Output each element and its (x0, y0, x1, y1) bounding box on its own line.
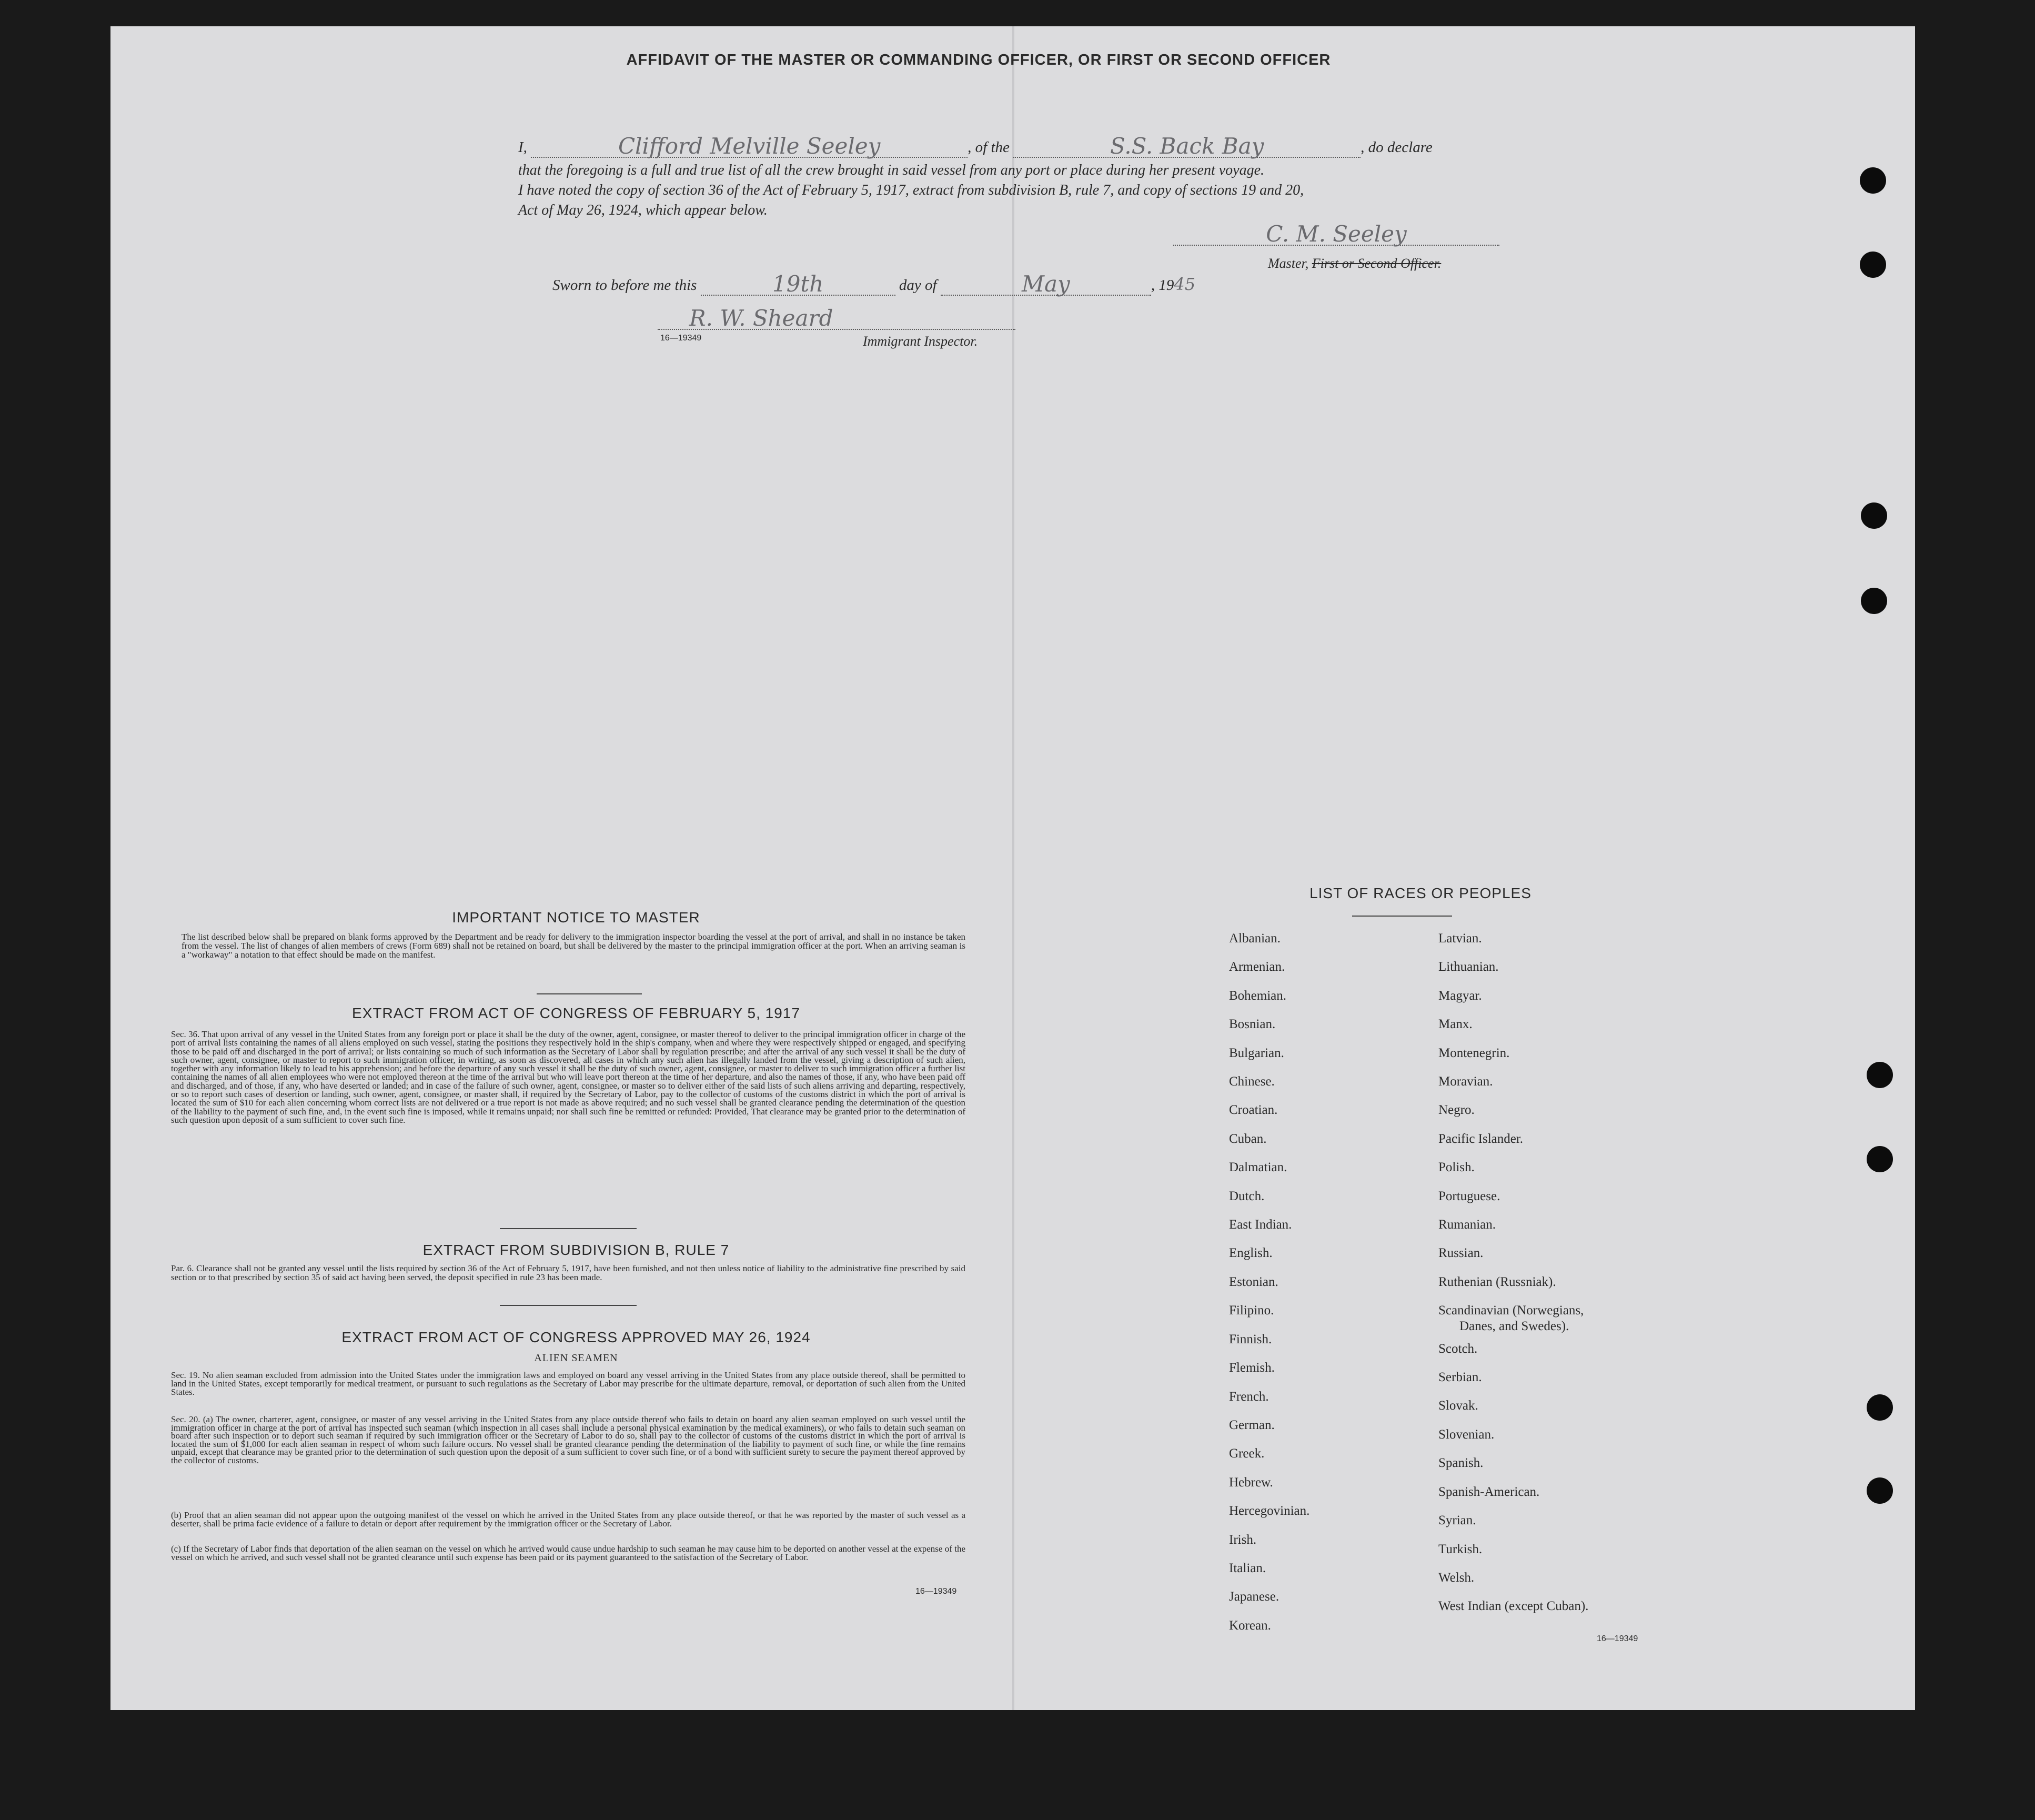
sworn-mid: day of (899, 277, 937, 294)
race-item: Cuban. (1229, 1131, 1267, 1146)
affidavit-mid: , of the (968, 139, 1010, 156)
race-item: Italian. (1229, 1561, 1266, 1575)
extract-1924-sec20a: Sec. 20. (a) The owner, charterer, agent, consignee, or master of any vessel arriving in the United States from any place outside thereof who fails to detain on board any alien seaman employed on such vessel until the immigration officer in charge at the port of arrival has inspected such seaman (which inspection in all cases shall include a personal physical examination by the medical examiners), or who fails to detain such seaman on board after such inspection or to deport such seaman if required by such immigration officer or the Secretary of Labor to do so, shall pay to the collector of customs of the customs district in which the port of arrival is located the sum of $1,000 for each alien seaman in respect of whom such failure occurs. No vessel shall be granted clearance pending the determination of the liability to payment of such fine, or while the fine remains unpaid, except that clearance may be granted prior to the determination of such question upon the deposit of a sum sufficient to cover such fine, or of a bond with sufficient surety to secure the payment thereof approved by the collector of customs. (171, 1414, 965, 1465)
race-item: Lithuanian. (1438, 960, 1499, 974)
race-item: Bulgarian. (1229, 1045, 1284, 1060)
punch-hole (1867, 1477, 1893, 1504)
race-item: Filipino. (1229, 1303, 1274, 1318)
race-item: French. (1229, 1389, 1269, 1404)
race-item: Syrian. (1438, 1513, 1476, 1528)
race-item: Greek. (1229, 1446, 1265, 1461)
punch-hole (1861, 588, 1887, 614)
race-item: German. (1229, 1417, 1275, 1432)
punch-hole (1861, 502, 1887, 529)
punch-hole (1860, 167, 1886, 194)
race-item: Slovak. (1438, 1399, 1478, 1413)
race-item: Bohemian. (1229, 988, 1287, 1003)
race-item: Chinese. (1229, 1074, 1275, 1089)
signature-caption-officer: First or Second Officer. (1312, 256, 1442, 271)
notice-title: IMPORTANT NOTICE TO MASTER (452, 909, 700, 926)
sworn-prefix: Sworn to before me this (552, 277, 697, 294)
extract-1917-text: Sec. 36. That upon arrival of any vessel in the United States from any foreign port or place it shall be the duty of the owner, agent, consignee, or master thereof to deliver to the principal immigration officer in charge of the port of arrival lists containing the names of all aliens employed on such vessel, stating the positions they respectively hold in the ship's company, when and where they were respectively shipped or engaged, and specifying those to be paid off and discharged in the port of arrival; or lists containing so much of such information as the Secretary of Labor shall by regulation prescribe; and after the arrival of any such vessel it shall be the duty of such owner, agent, consignee, or master to report to such immigration officer, in writing, as soon as discovered, all cases in which any such alien has illegally landed from the vessel, giving a description of such alien, together with any information likely to lead to his apprehension; and before the departure of any such vessel it shall be the duty of such owner, agent, consignee, or master to deliver to such immigration officer a further list containing the names of all alien employees who were not employed thereon at the time of the arrival but who will leave port thereon at the time of her departure, and also the names of those, if any, who have been paid off and discharged, and of those, if any, who have deserted or landed; and in case of the failure of such owner, agent, consignee, or master so to deliver either of the said lists of such aliens arriving and departing, respectively, or so to report such cases of desertion or landing, such owner, agent, consignee, or master shall, if required by the Secretary of Labor, pay to the collector of customs of the customs district in which the port of arrival is located the sum of $10 for each alien concerning whom correct lists are not delivered or a true report is not made as above required; and no such vessel shall be granted clearance pending the determination of the question of the liability to the payment of such fine, and, in the event such fine is imposed, while it remains unpaid; nor shall such fine be remitted or refunded: Provided, That clearance may be granted prior to the determination of such question upon deposit of a sum sufficient to cover such fine. (171, 1029, 965, 1125)
race-item: Rumanian. (1438, 1218, 1496, 1232)
signature-caption-master: Master, (1268, 256, 1309, 271)
punch-hole (1860, 252, 1886, 278)
affidavit-prefix: I, (518, 139, 527, 156)
signature-caption (1268, 256, 1441, 272)
race-item: Finnish. (1229, 1332, 1272, 1346)
extract-1924-form-number: 16—19349 (915, 1587, 957, 1596)
race-item: Magyar. (1438, 988, 1482, 1003)
inspector-caption: Immigrant Inspector. (863, 334, 978, 349)
race-item: Russian. (1438, 1246, 1484, 1261)
master-signature-line (1173, 221, 1499, 247)
extract-1917-title: EXTRACT FROM ACT OF CONGRESS OF FEBRUARY 5, 1917 (352, 1005, 800, 1021)
race-item: Ruthenian (Russniak). (1438, 1274, 1556, 1289)
race-item: Croatian. (1229, 1103, 1278, 1118)
races-right-column (1438, 924, 1588, 1621)
race-item: Dalmatian. (1229, 1160, 1287, 1175)
affidavit-form-number: 16—19349 (660, 334, 702, 343)
subdivision-b-title: EXTRACT FROM SUBDIVISION B, RULE 7 (422, 1242, 730, 1258)
notice-text: The list described below shall be prepared on blank forms approved by the Department and be ready for delivery to the immigration inspector boarding the vessel at the port of arrival, and shall in no instance be taken from the vessel. The list of changes of alien members of crews (Form 689) shall not be retained on board, but shall be delivered by the master to the principal immigration officer at the port. When an arriving seaman is a "workaway" a notation to that effect should be made on the manifest. (182, 932, 965, 960)
affidavit-line-3: I have noted the copy of section 36 of the Act of February 5, 1917, extract from subdivision B, rule 7, and copy of sections 19 and 20, (518, 182, 1304, 198)
race-item: Hebrew. (1229, 1475, 1273, 1490)
race-item: Japanese. (1229, 1590, 1280, 1604)
punch-hole (1867, 1146, 1893, 1172)
punch-hole (1867, 1062, 1893, 1088)
race-item: Manx. (1438, 1017, 1473, 1032)
race-item: Polish. (1438, 1160, 1475, 1175)
race-item: English. (1229, 1246, 1273, 1261)
race-item: Negro. (1438, 1103, 1475, 1118)
race-item: Dutch. (1229, 1189, 1265, 1203)
race-item: East Indian. (1229, 1218, 1292, 1232)
race-item: Korean. (1229, 1618, 1271, 1633)
race-item: Irish. (1229, 1532, 1257, 1547)
vessel-name-handwritten: S.S. Back Bay (1013, 136, 1361, 158)
divider (500, 1305, 637, 1306)
sworn-month-handwritten: May (941, 274, 1151, 296)
extract-1924-sec20b: (b) Proof that an alien seaman did not appear upon the outgoing manifest of the vessel on which he arrived in the United States from any place outside thereof, or that he was reported by the master of such vessel as a deserter, shall be prima facie evidence of a failure to detain or deport after requirement by the immigration officer or the Secretary of Labor. (171, 1510, 965, 1529)
affidavit-line-2: that the foregoing is a full and true list of all the crew brought in said vessel from any port or place during her present voyage. (518, 162, 1265, 178)
sworn-year-prefix: , 19 (1151, 277, 1174, 294)
subdivision-b-text: Par. 6. Clearance shall not be granted any vessel until the lists required by section 36 of the Act of February 5, 1917, have been furnished, and not then unless notice of liability to the administrative fine prescribed by said section or to that prescribed by section 35 of said act having been served, the deposit specified in rule 23 has been made. (171, 1263, 965, 1282)
race-item: Armenian. (1229, 960, 1285, 974)
race-item: Spanish. (1438, 1456, 1484, 1471)
sworn-year-handwritten: 45 (1174, 274, 1196, 294)
sworn-line (552, 271, 1552, 297)
divider (500, 1228, 637, 1229)
race-item: Spanish-American. (1438, 1484, 1540, 1499)
extract-1924-title: EXTRACT FROM ACT OF CONGRESS APPROVED MAY 26, 1924 (341, 1329, 811, 1345)
affidavit-line-4: Act of May 26, 1924, which appear below. (518, 202, 768, 218)
races-form-number: 16—19349 (1597, 1634, 1638, 1643)
race-item: Estonian. (1229, 1274, 1278, 1289)
race-item: Bosnian. (1229, 1017, 1276, 1032)
races-left-column (1229, 924, 1309, 1640)
race-item: Latvian. (1438, 931, 1482, 946)
divider (537, 993, 642, 994)
race-item: Pacific Islander. (1438, 1131, 1524, 1146)
affidavit-suffix: , do declare (1361, 139, 1433, 156)
punch-hole (1867, 1394, 1893, 1421)
sworn-day-handwritten: 19th (701, 274, 895, 296)
extract-1924-sec20c: (c) If the Secretary of Labor finds that deportation of the alien seaman on the vessel on which he arrived would cause undue hardship to such seaman he may cause him to be deported on another vessel at the expense of the vessel on which he arrived, and such vessel shall not be granted clearance until such expense has been paid or its payment guaranteed to the satisfaction of the Secretary of Labor. (171, 1544, 965, 1562)
race-item: Hercegovinian. (1229, 1504, 1310, 1519)
race-item: Slovenian. (1438, 1427, 1495, 1442)
master-signature: C. M. Seeley (1266, 221, 1407, 247)
race-item: Flemish. (1229, 1361, 1275, 1375)
race-item: Montenegrin. (1438, 1045, 1510, 1060)
race-item: Welsh. (1438, 1570, 1475, 1585)
race-item: Scotch. (1438, 1341, 1478, 1356)
inspector-signature: R. W. Sheard (689, 305, 833, 331)
affidavit-title: AFFIDAVIT OF THE MASTER OR COMMANDING OFFICER, OR FIRST OR SECOND OFFICER (626, 52, 1331, 68)
race-item: Turkish. (1438, 1542, 1483, 1556)
master-name-handwritten: Clifford Melville Seeley (531, 136, 968, 158)
divider (1352, 916, 1452, 917)
races-title: LIST OF RACES OR PEOPLES (1309, 885, 1532, 901)
race-item: Portuguese. (1438, 1189, 1500, 1203)
extract-1924-subtitle: ALIEN SEAMEN (534, 1352, 618, 1364)
race-item: West Indian (except Cuban). (1438, 1599, 1589, 1614)
affidavit-line-1 (518, 133, 1518, 159)
inspector-signature-line (658, 305, 1015, 331)
race-item: Moravian. (1438, 1074, 1493, 1089)
extract-1924-sec19: Sec. 19. No alien seaman excluded from admission into the United States under the immigration laws and employed on board any vessel arriving in the United States from any place outside thereof, shall be permitted to land in the United States, except temporarily for medical treatment, or pursuant to such regulations as the Secretary of Labor may prescribe for the ultimate departure, removal, or deportation of such alien from the United States. (171, 1370, 965, 1397)
race-item: Scandinavian (Norwegians, (1438, 1303, 1584, 1318)
race-item: Serbian. (1438, 1370, 1482, 1385)
race-item: Danes, and Swedes). (1459, 1319, 1569, 1334)
race-item: Albanian. (1229, 931, 1281, 946)
